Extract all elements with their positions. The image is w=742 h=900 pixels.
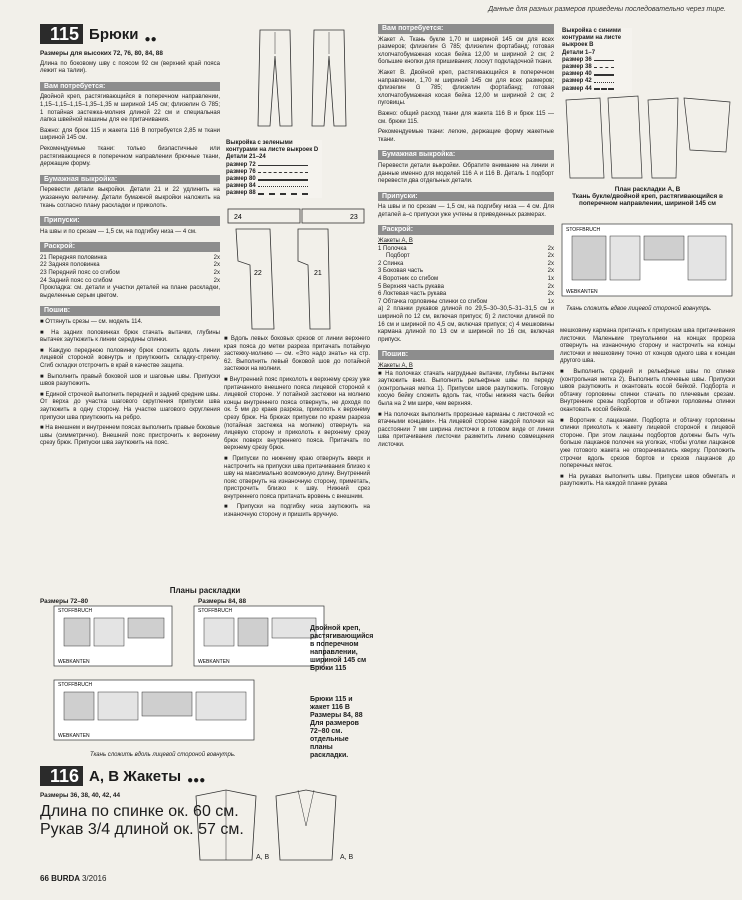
section-heading: Вам потребуется: [40, 82, 220, 92]
column-2 [224, 336, 370, 523]
sew-step: ■ На полочках выполнить прорезные карманы с листочкой «с втачными концами». На лицевой стороне каждой полочки на расстоянии 7 мм ширина листочки в готовом виде от линии шва притачивания листочки разметить линию совмещения листочки. [378, 411, 554, 448]
sew-step: ■ На рукавах выполнить швы. Припуски швов обметать и разутюжить. На каждой планке рукава [560, 473, 735, 488]
sleeve-length: Рукав 3/4 длиной ок. 57 см. [40, 820, 244, 838]
svg-text:WEBKANTEN: WEBKANTEN [566, 289, 598, 295]
svg-text:WEBKANTEN: WEBKANTEN [198, 659, 230, 665]
cut-subtitle: Жакеты А, В [378, 238, 413, 245]
allowance-text: На швы и по срезам — 1,5 см, на подгибку низа — 4 см. [40, 228, 197, 235]
svg-text:24: 24 [234, 214, 242, 221]
length-text: Длина по боковому шву с поясом 92 см (верхний край пояса лежит на талии). [40, 60, 220, 75]
layout-title: Планы раскладки [169, 586, 241, 595]
sew-step: ■ Оттянуть срезы — см. модель 114. [40, 319, 143, 326]
sizes-text: Размеры 36, 38, 40, 42, 44 [40, 792, 120, 799]
layout-a-title: Размеры 72–80 [40, 598, 89, 605]
recommended-fabrics: Рекомендуемые ткани: легкие, держащие форму жакетные ткани. [378, 129, 554, 143]
cut-list [40, 255, 220, 285]
legend-title: Выкройка с зелеными контурами на листе выкроек D [226, 140, 319, 154]
model-115-heading [40, 24, 220, 44]
svg-text:23: 23 [350, 214, 358, 221]
svg-text:WEBKANTEN: WEBKANTEN [58, 659, 90, 665]
column-1 [40, 24, 220, 451]
sew-step: ■ Вдоль левых боковых срезов от линии верхнего края пояса до метки разреза притачать потайную застежку-молнию — см. «Это надо знать» на стр. 62. Выполнить левый боковой шов до потайной застежки на молнии. [224, 336, 370, 373]
legend-row: размер 84 [226, 183, 322, 190]
list-item: 5 Верхняя часть рукава 2x [378, 283, 554, 290]
plan-title: План раскладки А, В [614, 186, 681, 193]
legend-row: размер 88 [226, 190, 322, 197]
important-text: Важно: для брюк 115 и жакета 116 В потребуется 2,85 м ткани шириной 145 см. [40, 127, 220, 142]
model-116-heading [40, 766, 370, 786]
svg-text:STOFFBRUCH: STOFFBRUCH [566, 227, 601, 233]
legend-title: Выкройка с синими контурами на листе выкроек В [562, 28, 622, 49]
model-title: А, В Жакеты [89, 768, 182, 785]
section-heading: Раскрой: [40, 242, 220, 252]
length-text: Длина по спинке ок. 60 см. [40, 802, 239, 820]
sew-step: ■ Припуски по нижнему краю отвернуть вверх и настрочить на припуски шва притачивания близко к шву на максимально возможную длину. Внутренний пояс отвернуть на изнаночную сторону, приметать, пристрочить близко к шву. Нижний срез внутреннего пояса притачать вровень с внешним. [224, 455, 370, 500]
page-footer [40, 874, 106, 883]
sew-step: ■ На задних половинках брюк стачать вытачки, глубины вытачек заутюжить к линии середины спинки. [40, 329, 220, 344]
sew-step: ■ Припуски на подгибку низа заутюжить на изнаночную сторону и пришить вручную. [224, 504, 370, 519]
sew-step: мешковину кармана притачать к припускам шва притачивания листочки. Маленькие треугольники на концах прореза отвернуть на изнаночную сторону и настрочить на концы листочки и мешковину точно от концов одного шва к концам другого шва. [560, 328, 735, 365]
svg-text:STOFFBRUCH: STOFFBRUCH [198, 608, 233, 614]
pattern-legend [562, 28, 632, 93]
layout-b-title: Размеры 84, 88 [198, 598, 247, 605]
page-number: 66 [40, 874, 49, 883]
pattern-legend [226, 140, 322, 198]
combo-caption: Брюки 115 и жакет 116 В Размеры 84, 88 Для размеров 72–80 см. отдельные планы раскладки. [310, 696, 363, 759]
jacket-label: A, B [340, 854, 354, 861]
difficulty-icon: ●● [144, 34, 157, 46]
fold-note: Ткань сложить вдвое лицевой стороной вовнутрь. [566, 306, 712, 312]
column-3 [378, 24, 554, 453]
sew-step: ■ Внутренний пояс приколоть к верхнему срезу уже притачанного внешнего пояса лицевой стороной к лицевой стороне. У потайной застежки на молнию концы внутреннего пояса отвернуть, не доходя по ок. 5 мм до краев разреза, приколоть к верхнему срезу брюк. На брюках припуски по краям разреза (потайная застежка на молнию) отвернуть на лицевую сторону и приколоть к верхнему срезу брюк поверх внутреннего пояса. Притачать по верхнему срезу брюк. [224, 376, 370, 452]
sew-step: ■ Выполнить средний и рельефные швы по спинке (контрольная метка 2). Выполнить плечевые швы. Припуски швов разутюжить и окантовать косой бейкой. Подборта и обтачку горловины спинки стачать по плечевым срезам. Внутренние срезы подбортов и обтачки горловины спинки окантовать косой бейкой. [560, 368, 735, 413]
svg-text:22: 22 [254, 270, 262, 277]
legend-row: размер 42 [562, 78, 632, 85]
column-4 [560, 328, 735, 492]
plan-title-block [560, 186, 735, 207]
legend-row: размер 80 [226, 176, 322, 183]
sew-step: ■ Каждую переднюю половинку брюк сложить вдоль линии лицевой стороной вовнутрь и приутюжить складку-стрелку. Сгиб складки отстрочить в край в качестве защипа. [40, 347, 220, 369]
fold-note: Ткань сложить вдоль лицевой стороной вовнутрь. [90, 752, 236, 758]
header-note: Данные для разных размеров приведены последовательно через тире. [488, 6, 726, 13]
cut-list [378, 246, 554, 307]
allowance-text: На швы и по срезам — 1,5 см, на подгибку низа — 4 см. Для деталей а–с припуски уже учтены в приведенных размерах. [378, 204, 554, 218]
sizes-text: Размеры для высоких 72, 76, 80, 84, 88 [40, 50, 163, 57]
recommended-fabrics: Рекомендуемые ткани: только биэластичные или растягивающиеся в поперечном направлении брючные ткани, держащие форму. [40, 145, 220, 168]
legend-parts: Детали 21–24 [226, 154, 266, 161]
section-heading: Пошив: [378, 350, 554, 360]
list-item: 4 Воротник со сгибом 1x [378, 276, 554, 283]
svg-text:STOFFBRUCH: STOFFBRUCH [58, 608, 93, 614]
list-item: 3 Боковая часть 2x [378, 268, 554, 275]
interfacing-note: Прокладка: см. детали и участки деталей на плане раскладки, выделенные серым цветом. [40, 285, 220, 299]
cut-extra: а) 2 планки рукавов длиной по 29,5–30–30,5–31–31,5 см и шириной по 12 см, включая припуск; б) 2 листочки длиной по 16 см и шириной по 4,5 см, включая припуск; с) 4 мешковины кармана длиной по 13 см и шириной по 16 см, включая припуск. [378, 306, 554, 343]
section-heading: Бумажная выкройка: [378, 150, 554, 160]
legend-row: размер 36 [562, 57, 632, 64]
legend-row: размер 76 [226, 169, 322, 176]
materials-b-text: Жакет В. Двойной креп, растягивающийся в поперечном направлении, 1,70 м шириной 145 см для всех размеров; флизелин G 785; флизелин фортабанд; готовая хлопчатобумажная косая бейка 12,00 м шириной 2 см; 2 пуговицы. [378, 69, 554, 107]
pattern-text: Перевести детали выкройки. Обратите внимание на линии и данные именно для моделей 116 А и 116 В. Деталь 1 подборт перевести два отдельных детали. [378, 162, 554, 185]
plan-caption: Ткань букле/двойной креп, растягивающийся в поперечном направлении, шириной 145 см [572, 193, 723, 207]
materials-text: Двойной креп, растягивающийся в поперечном направлении, 1,15–1,15–1,15–1,35–1,35 м шириной 145 см; флизелин G 785; 1 потайная застежка-молния длиной 22 см и специальная лапка швейной машины для ее притачивания. [40, 94, 220, 124]
sew-subtitle: Жакеты А, В [378, 362, 413, 369]
pattern-pieces-sketch [226, 205, 372, 335]
legend-row: размер 72 [226, 162, 322, 169]
svg-text:STOFFBRUCH: STOFFBRUCH [58, 682, 93, 688]
brand-name: BURDA [51, 874, 80, 883]
layout-plan-diagram [44, 600, 344, 750]
section-heading: Вам потребуется: [378, 24, 554, 34]
section-heading: Раскрой: [378, 225, 554, 235]
difficulty-icon: ●●● [187, 775, 206, 786]
pattern-text: Перевести детали выкройки. Детали 21 и 22 удлинить на указанную величину. Детали бумажной выкройки наложить на ткань согласно плану раскладки и приколоть. [40, 187, 220, 209]
list-item: 7 Обтачка горловины спинки со сгибом 1x [378, 298, 554, 305]
list-item: 24 Задний пояс со сгибом 2x [40, 277, 220, 284]
sew-step: ■ Выполнить правый боковой шов и шаговые швы. Припуски швов разутюжить. [40, 373, 220, 388]
sew-step: ■ Единой строчкой выполнить передний и задний средние швы. От верха до участка шагового скругления припуски шва заутюжить в одну сторону. На участке шагового скругления припуски шва приутюжить на ребро. [40, 391, 220, 421]
list-item: 6 Локтевая часть рукава 2x [378, 291, 554, 298]
section-heading: Бумажная выкройка: [40, 175, 220, 185]
model-title: Брюки [89, 26, 139, 43]
model-number: 116 [40, 766, 83, 786]
issue-number: 3/2016 [81, 874, 107, 883]
list-item: 2 Спинка 2x [378, 260, 554, 267]
list-item: 22 Задняя половинка 2x [40, 262, 220, 269]
list-item: Подборт 2x [386, 253, 554, 260]
trousers-sketch [222, 26, 372, 134]
svg-text:21: 21 [314, 270, 322, 277]
jacket-label: A, B [256, 854, 270, 861]
important-text: Важно: общий расход ткани для жакета 116 В и брюк 115 — см. брюки 115. [378, 110, 554, 125]
legend-parts: Детали 1–7 [562, 49, 596, 56]
section-heading: Припуски: [40, 216, 220, 226]
materials-text: Жакет А. Ткань букле 1,70 м шириной 145 см для всех размеров; флизелин G 785; флизелин фортабанд; готовая хлопчатобумажная косая бейка 12,00 м шириной 2 см; 2 большие кнопки для пришивания; лоскут подкладочной ткани. [378, 36, 554, 66]
section-heading: Пошив: [40, 306, 220, 316]
list-item: 21 Передняя половинка 2x [40, 254, 220, 261]
fabric-caption: Двойной креп, растягивающийся в поперечном направлении, шириной 145 см Брюки 115 [310, 625, 374, 672]
jacket-pattern-pieces [560, 92, 736, 186]
section-heading: Припуски: [378, 192, 554, 202]
sew-step: ■ Воротник с лацканами. Подборта и обтачку горловины спинки приколоть к жакету лицевой стороной к лицевой стороне. При этом лацканы подбортов должны быть чуть больше лацканов полочек на уголках, чтобы уголки лацканов уже готового жакета не отворачивались кверху. Проложить строчки вдоль срезов бортов и срезов лацканов до поперечных меток. [560, 417, 735, 470]
model-number: 115 [40, 24, 83, 44]
jacket-layout-plan [560, 222, 736, 304]
svg-text:WEBKANTEN: WEBKANTEN [58, 733, 90, 739]
sew-step: ■ На полочках стачать нагрудные вытачки, глубины вытачек заутюжить вниз. Выполнить рельефные швы по переду (контрольная метка 1). Припуски швов разутюжить. Готовую косую бейку сложить вдоль так, чтобы нижняя часть бейки была на 2 мм шире, чем верхняя. [378, 370, 554, 407]
legend-row: размер 40 [562, 71, 632, 78]
list-item: 1 Полочка 2x [378, 245, 554, 252]
sew-step: ■ На внешнем и внутреннем поясах выполнить правые боковые швы (симметрично). Внешний пояс пристрочить к верхнему срезу брюк. Припуски шва заутюжить на пояс. [40, 425, 220, 447]
legend-row: размер 38 [562, 64, 632, 71]
legend-row: размер 44 [562, 86, 632, 93]
list-item: 23 Передний пояс со сгибом 2x [40, 270, 220, 277]
